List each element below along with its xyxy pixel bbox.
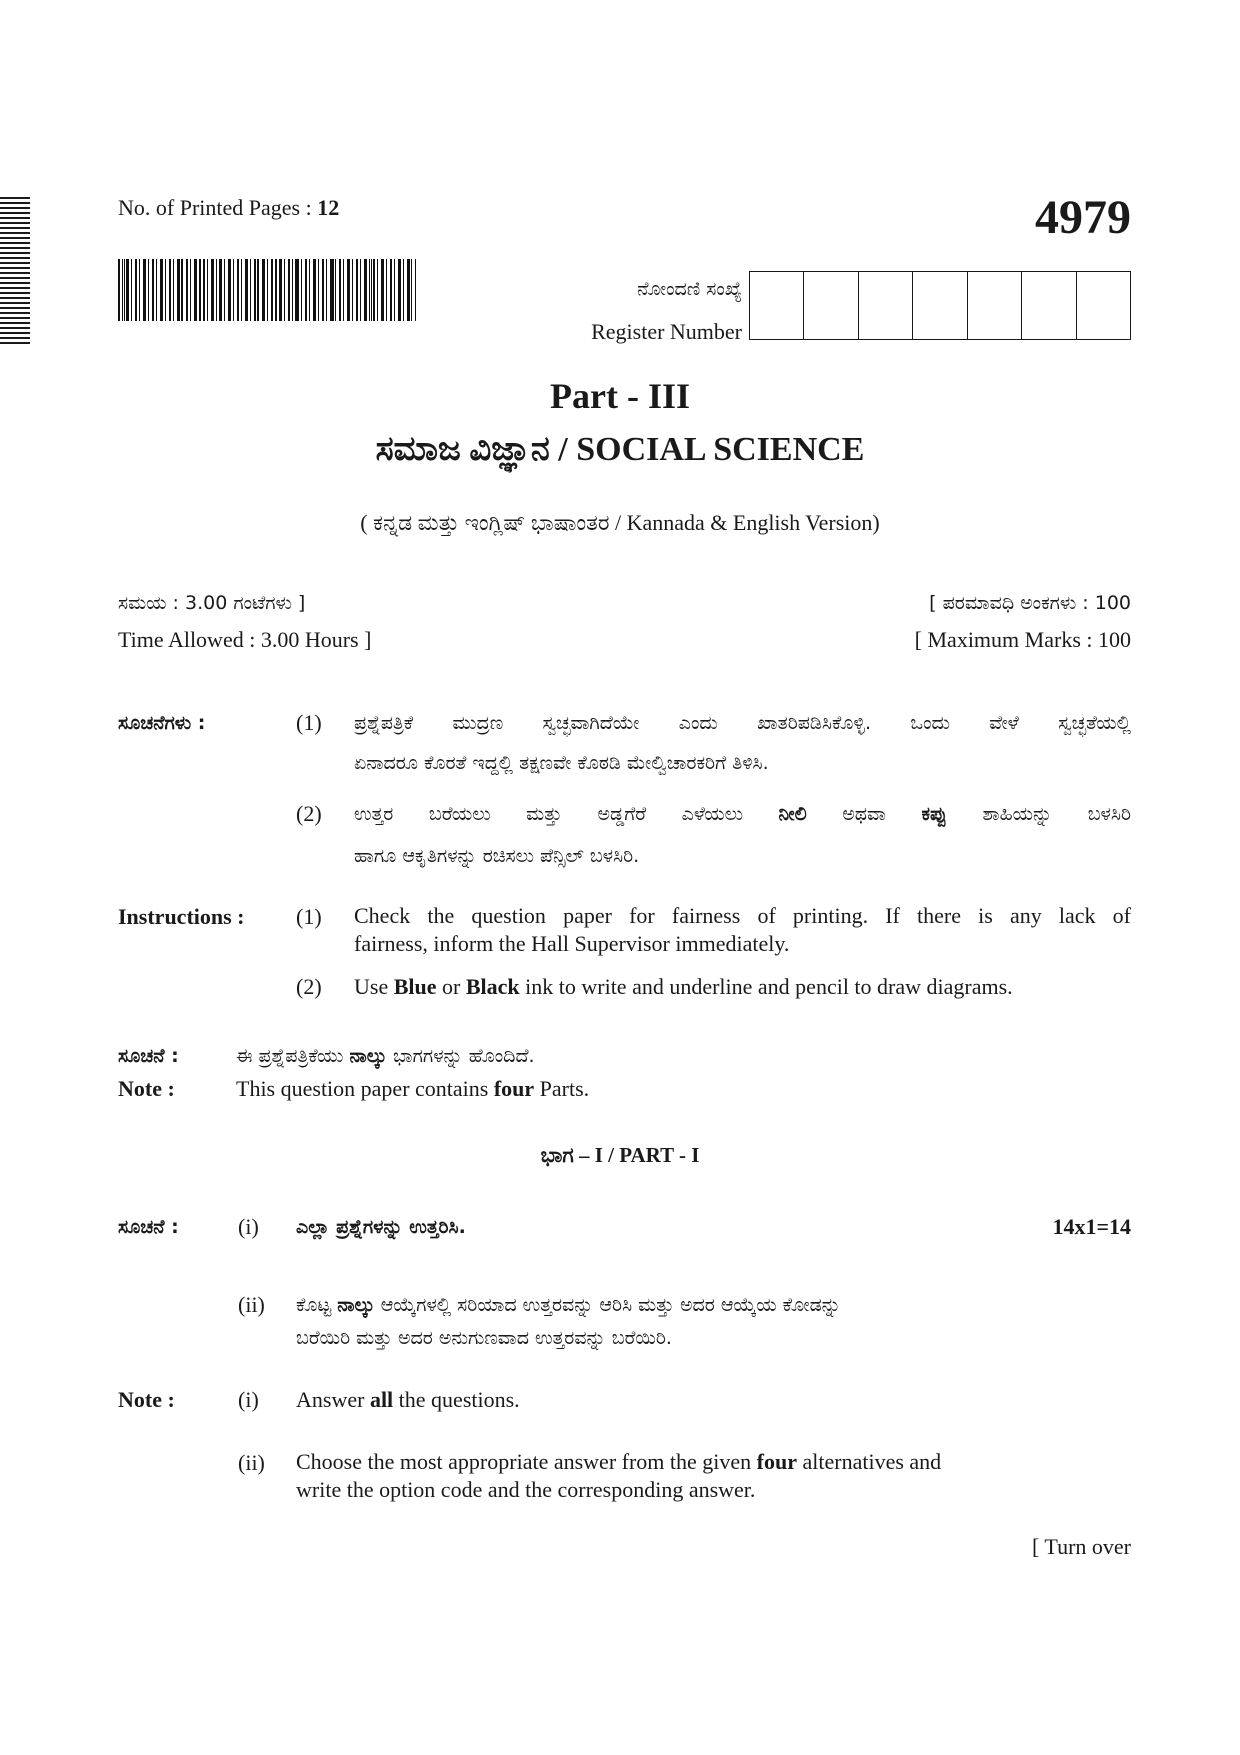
instruction-kn-num: (1) (296, 710, 322, 735)
register-label-en: Register Number (591, 319, 742, 344)
text-segment: Answer (296, 1387, 370, 1412)
emphasis-four: ನಾಲ್ಕು (337, 1294, 375, 1316)
printed-pages-label: No. of Printed Pages : (118, 195, 318, 220)
marks-en: [ Maximum Marks : 100 (914, 627, 1131, 652)
text-segment: alternatives and (797, 1449, 942, 1474)
text-segment: Parts. (534, 1076, 590, 1101)
register-number-boxes[interactable] (749, 271, 1131, 340)
instruction-en-1-line2: fairness, inform the Hall Supervisor immediately. (354, 931, 790, 956)
text-segment: ಉತ್ತರ ಬರೆಯಲು ಮತ್ತು ಅಡ್ಡಗೆರೆ ಎಳೆಯಲು (354, 803, 779, 825)
instruction-kn-1-line1: ಪ್ರಶ್ನೆಪತ್ರಿಕೆ ಮುದ್ರಣ ಸ್ವಚ್ಛವಾಗಿದೆಯೇ ಎಂದು ಖಾತರಿಪಡಿಸಿಕೊಳ್ಳಿ. ಒಂದು ವೇಳೆ ಸ್ವಚ್ಛತೆಯಲ್ಲಿ (354, 712, 1131, 734)
note-kn-label: ಸೂಚನೆ : (118, 1045, 179, 1067)
paper-code: 4979 (1035, 191, 1131, 244)
part-note-en-label: Note : (118, 1387, 175, 1412)
emphasis-blue: ನೀಲಿ (778, 803, 807, 825)
time-en: Time Allowed : 3.00 Hours ] (118, 627, 372, 652)
part-note-en-ii-line1 (296, 1448, 1136, 1476)
emphasis-four: four (756, 1449, 797, 1474)
text-segment: ಭಾಗಗಳನ್ನು ಹೊಂದಿದೆ. (386, 1045, 535, 1067)
note-en-label: Note : (118, 1076, 175, 1101)
register-digit-box[interactable] (967, 272, 1021, 339)
time-kn: ಸಮಯ : 3.00 ಗಂಟೆಗಳು ] (118, 592, 306, 614)
text-segment: ಶಾಹಿಯನ್ನು ಬಳಸಿರಿ (946, 803, 1131, 825)
text-segment: ಅಥವಾ (806, 803, 922, 825)
emphasis-blue: Blue (393, 974, 437, 999)
part-heading: ಭಾಗ – I / PART - I (540, 1143, 700, 1167)
printed-pages (118, 193, 339, 223)
register-digit-box[interactable] (912, 272, 966, 339)
instruction-kn-2-line1 (354, 799, 1131, 829)
instruction-kn-num: (2) (296, 801, 322, 826)
turn-over: [ Turn over (1031, 1534, 1131, 1559)
instructions-en-label: Instructions : (118, 904, 245, 929)
part-title: Part - III (550, 376, 690, 416)
emphasis-all: all (369, 1387, 394, 1412)
part-note-kn-ii-line2: ಬರೆಯಿರಿ ಮತ್ತು ಅದರ ಅನುಗುಣವಾದ ಉತ್ತರವನ್ನು ಬರೆಯಿರಿ. (296, 1327, 672, 1349)
text-segment: the questions. (393, 1387, 520, 1412)
text-segment: Choose the most appropriate answer from the given (296, 1449, 757, 1474)
note-en-text (236, 1074, 589, 1104)
emphasis-black: ಕಪ್ಪು (921, 803, 947, 825)
part-note-kn-ii-line1 (296, 1290, 1136, 1320)
instruction-kn-1-line2: ಏನಾದರೂ ಕೊರತೆ ಇದ್ದಲ್ಲಿ ತಕ್ಷಣವೇ ಕೊಠಡಿ ಮೇಲ್ವಿಚಾರಕರಿಗೆ ತಿಳಿಸಿ. (354, 752, 769, 774)
register-digit-box[interactable] (858, 272, 912, 339)
instruction-en-1-line1: Check the question paper for fairness of printing. If there is any lack of (354, 903, 1131, 928)
emphasis-four: ನಾಲ್ಕು (349, 1045, 387, 1067)
text-segment: ಕೊಟ್ಟ (296, 1294, 338, 1316)
register-digit-box[interactable] (803, 272, 857, 339)
instructions-kn-label: ಸೂಚನೆಗಳು : (118, 712, 206, 734)
part-note-en-i-text (296, 1385, 520, 1415)
barcode (118, 259, 416, 321)
text-segment: Use (354, 974, 394, 999)
text-segment: or (436, 974, 466, 999)
text-segment: ink to write and underline and pencil to draw diagrams. (519, 974, 1013, 999)
register-digit-box[interactable] (750, 272, 803, 339)
text-segment: This question paper contains (236, 1076, 494, 1101)
text-segment: ಆಯ್ಕೆಗಳಲ್ಲಿ ಸರಿಯಾದ ಉತ್ತರವನ್ನು ಆರಿಸಿ ಮತ್ತು ಅದರ ಆಯ್ಕೆಯ ಕೋಡನ್ನು (374, 1294, 841, 1316)
text-segment: ಈ ಪ್ರಶ್ನೆಪತ್ರಿಕೆಯು (236, 1045, 350, 1067)
emphasis-four: four (493, 1076, 535, 1101)
note-kn-text (236, 1041, 535, 1071)
part-note-en-i-num: (i) (238, 1387, 259, 1412)
part-note-en-ii-num: (ii) (238, 1450, 265, 1475)
part-note-kn-ii-num: (ii) (238, 1292, 265, 1317)
part-note-en-ii-line2: write the option code and the corresponding answer. (296, 1477, 756, 1502)
part-note-kn-label: ಸೂಚನೆ : (118, 1216, 179, 1238)
part-note-kn-i-num: (i) (238, 1214, 259, 1239)
part-note-kn-i-text: ಎಲ್ಲಾ ಪ್ರಶ್ನೆಗಳನ್ನು ಉತ್ತರಿಸಿ. (296, 1216, 466, 1238)
register-label-kn: ನೋಂದಣಿ ಸಂಖ್ಯೆ (637, 278, 742, 300)
edge-bar-marks (0, 197, 30, 345)
register-digit-box[interactable] (1021, 272, 1075, 339)
instruction-en-num: (1) (296, 904, 322, 929)
emphasis-black: Black (465, 974, 520, 999)
version-line: ( ಕನ್ನಡ ಮತ್ತು ಇಂಗ್ಲಿಷ್ ಭಾಷಾಂತರ / Kannada & English Version) (360, 510, 880, 535)
subject-title: ಸಮಾಜ ವಿಜ್ಞಾನ / SOCIAL SCIENCE (375, 431, 865, 468)
marks-kn: [ ಪರಮಾವಧಿ ಅಂಕಗಳು : 100 (929, 592, 1131, 614)
register-digit-box[interactable] (1076, 272, 1130, 339)
instruction-en-2 (354, 972, 1144, 1002)
instruction-en-num: (2) (296, 974, 322, 999)
marks-scheme: 14x1=14 (1052, 1214, 1131, 1239)
instruction-kn-2-line2: ಹಾಗೂ ಆಕೃತಿಗಳನ್ನು ರಚಿಸಲು ಪೆನ್ಸಿಲ್ ಬಳಸಿರಿ. (354, 845, 640, 867)
printed-pages-value: 12 (317, 195, 340, 220)
